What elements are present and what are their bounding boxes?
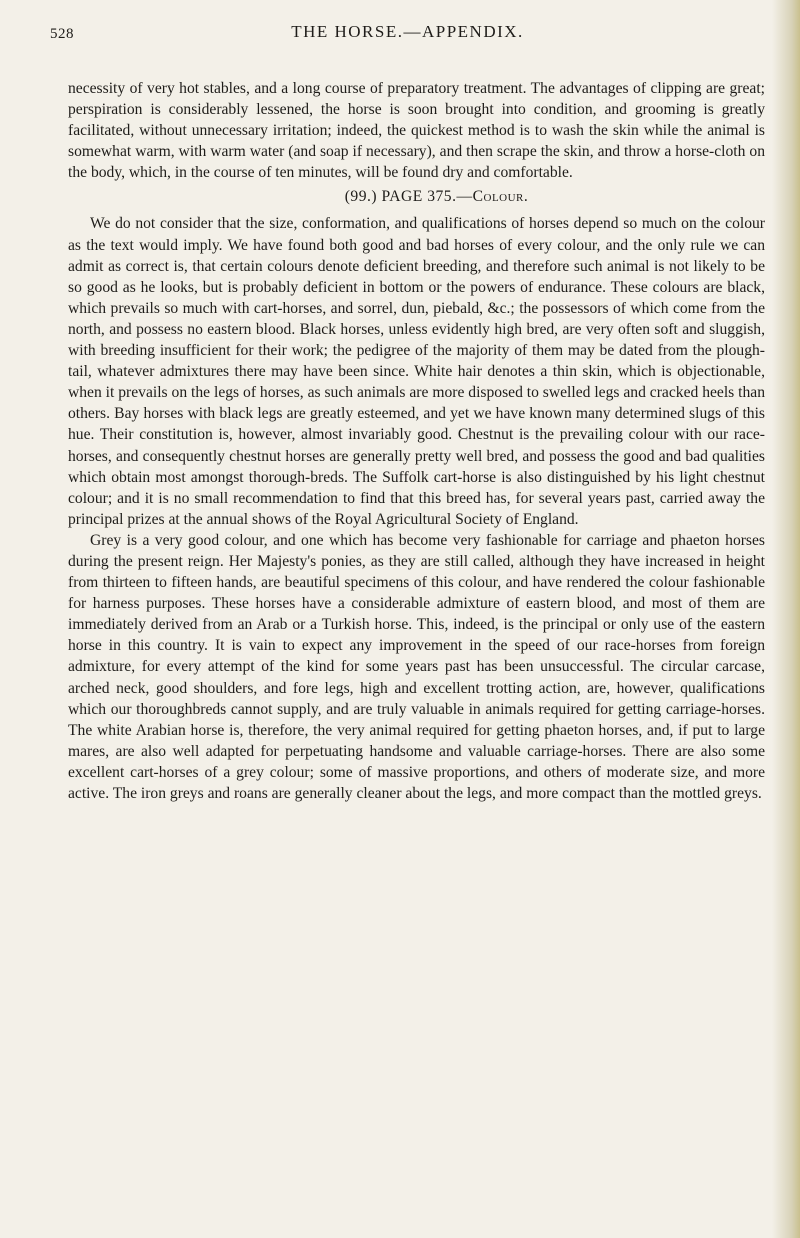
paragraph-colour: We do not consider that the size, conformation, and qualifications of horses depend so much on the colour as the text would imply. We have found both good and bad horses of every colour, and the only rule we can admit as correct is, that certain colours denote deficient breeding, and therefore such animal is not likely to be so good as he looks, but is probably deficient in bottom or the powers of endurance. These colours are black, which prevails so much with cart-horses, and sorrel, dun, piebald, &c.; the possessors of which come from the north, and possess no eastern blood. Black horses, unless evidently high bred, are very often soft and sluggish, with breeding insufficient for their work; the pedigree of the majority of them may be dated from the plough-tail, whatever admixtures there may have been since. White hair denotes a thin skin, which is objectionable, when it prevails on the legs of horses, as such animals are more disposed to swelled legs and cracked heels than others. Bay horses with black legs are greatly esteemed, and yet we have known many determined slugs of this hue. Their constitution is, however, almost invariably good. Chestnut is the prevailing colour with our race-horses, and consequently chestnut horses are generally pretty well bred, and possess the good and bad qualities which obtain most amongst thorough-breds. The Suffolk cart-horse is also distinguished by his light chestnut colour; and it is no small recommendation to find that this breed has, for several years past, carried away the principal prizes at the annual shows of the Royal Agricultural Society of England. xyxy=(68,215,765,528)
page-number: 528 xyxy=(50,26,74,42)
section-heading xyxy=(108,186,765,207)
body-text xyxy=(50,78,765,804)
book-page xyxy=(50,22,765,804)
section-title: —Colour. xyxy=(456,188,529,206)
section-page-ref: PAGE 375. xyxy=(381,188,457,206)
section-number: (99.) xyxy=(344,188,378,206)
paragraph-clipping: necessity of very hot stables, and a long course of preparatory treatment. The advantages of clipping are great; perspiration is considerably lessened, the horse is soon brought into condition, and grooming is greatly facilitated, without unnecessary irritation; indeed, the quickest method is to wash the skin while the animal is somewhat warm, with warm water (and soap if necessary), and then scrape the skin, and throw a horse-cloth on the body, which, in the course of ten minutes, will be found dry and comfortable. xyxy=(68,80,765,182)
page-edge-shadow xyxy=(772,0,800,1238)
running-head xyxy=(50,22,765,44)
running-title: THE HORSE.—APPENDIX. xyxy=(291,22,524,41)
paragraph-grey: Grey is a very good colour, and one which has become very fashionable for carriage and phaeton horses during the present reign. Her Majesty's ponies, as they are still called, although they have increased in height from thirteen to fifteen hands, are beautiful specimens of this colour, and have rendered the colour fashionable for harness purposes. These horses have a considerable admixture of eastern blood, and most of them are immediately derived from an Arab or a Turkish horse. This, indeed, is the principal or only use of the eastern horse in this country. It is vain to expect any improvement in the speed of our race-horses from foreign admixture, for every attempt of the kind for some years past has been unsuccessful. The circular carcase, arched neck, good shoulders, and fore legs, high and excellent trotting action, are, however, qualifications which our thoroughbreds cannot supply, and are truly valuable in animals required for getting carriage-horses. The white Arabian horse is, therefore, the very animal required for getting phaeton horses, and, if put to large mares, are also well adapted for perpetuating handsome and valuable carriage-horses. There are also some excellent cart-horses of a grey colour; some of massive proportions, and others of moderate size, and more active. The iron greys and roans are generally cleaner about the legs, and more compact than the mottled greys. xyxy=(68,531,765,802)
